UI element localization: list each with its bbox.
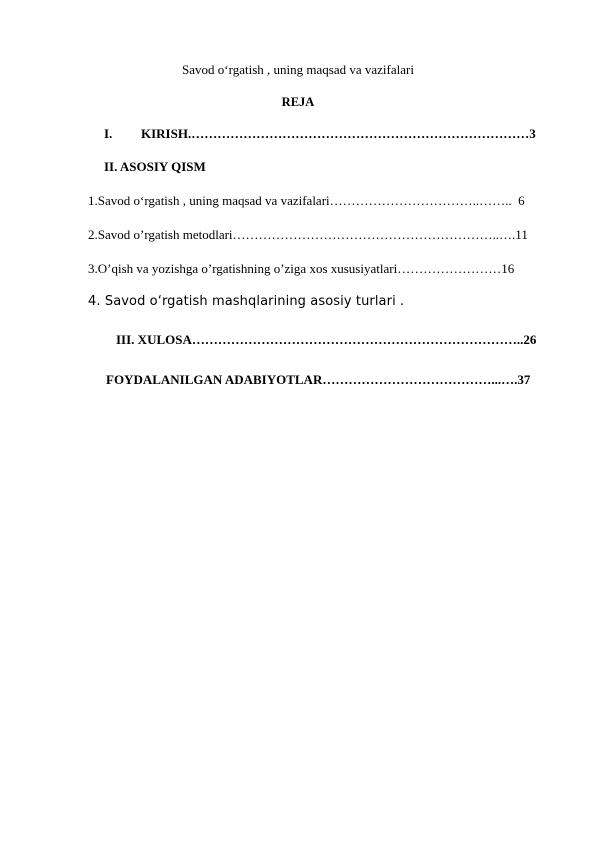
toc-entry-text: 2.Savod o’rgatish metodlari xyxy=(88,227,233,242)
toc-entry-label: KIRISH. xyxy=(141,126,192,141)
toc-entry-kirish xyxy=(104,126,536,142)
toc-entry-text: 3.O’qish va yozishga o’rgatishning o’ziga xos xususiyatlari xyxy=(88,261,398,276)
toc-entry-adabiyotlar xyxy=(106,372,530,388)
toc-entry-item1 xyxy=(88,193,525,209)
toc-entry-dots: ……………………………..…….. xyxy=(329,193,512,208)
toc-entry-page: 26 xyxy=(523,332,537,347)
toc-entry-dots: ……………………………………………………..…. xyxy=(232,227,516,242)
toc-entry-page: 37 xyxy=(517,372,531,387)
toc-entry-dots: …………………………………...…. xyxy=(322,372,518,387)
document-title: Savod o‘rgatish , uning maqsad va vazifalari xyxy=(182,62,414,77)
toc-entry-item3 xyxy=(88,261,514,277)
toc-entry-item2 xyxy=(88,227,528,243)
toc-entry-dots: …………………… xyxy=(397,261,502,276)
toc-entry-xulosa xyxy=(116,332,536,348)
toc-entry-number: I. xyxy=(104,126,113,141)
toc-entry-page: 6 xyxy=(511,193,525,208)
toc-section-asosiy: II. ASOSIY QISM xyxy=(104,159,206,174)
toc-entry-label: FOYDALANILGAN ADABIYOTLAR xyxy=(106,372,323,387)
toc-entry-dots: ………………………………………………………………….. xyxy=(191,332,524,347)
toc-entry-label: III. XULOSA xyxy=(116,332,192,347)
document-subtitle: REJA xyxy=(281,95,315,109)
toc-entry-page: 3 xyxy=(529,126,536,141)
toc-entry-page: 16 xyxy=(501,261,515,276)
toc-entry-page: 11 xyxy=(515,227,528,242)
toc-entry-dots: …………………………………………………………………… xyxy=(191,126,530,141)
toc-entry-item4: 4. Savod o‘rgatish mashqlarining asosiy turlari . xyxy=(88,294,405,309)
toc-entry-text: 1.Savod o‘rgatish , uning maqsad va vazifalari xyxy=(88,193,330,208)
